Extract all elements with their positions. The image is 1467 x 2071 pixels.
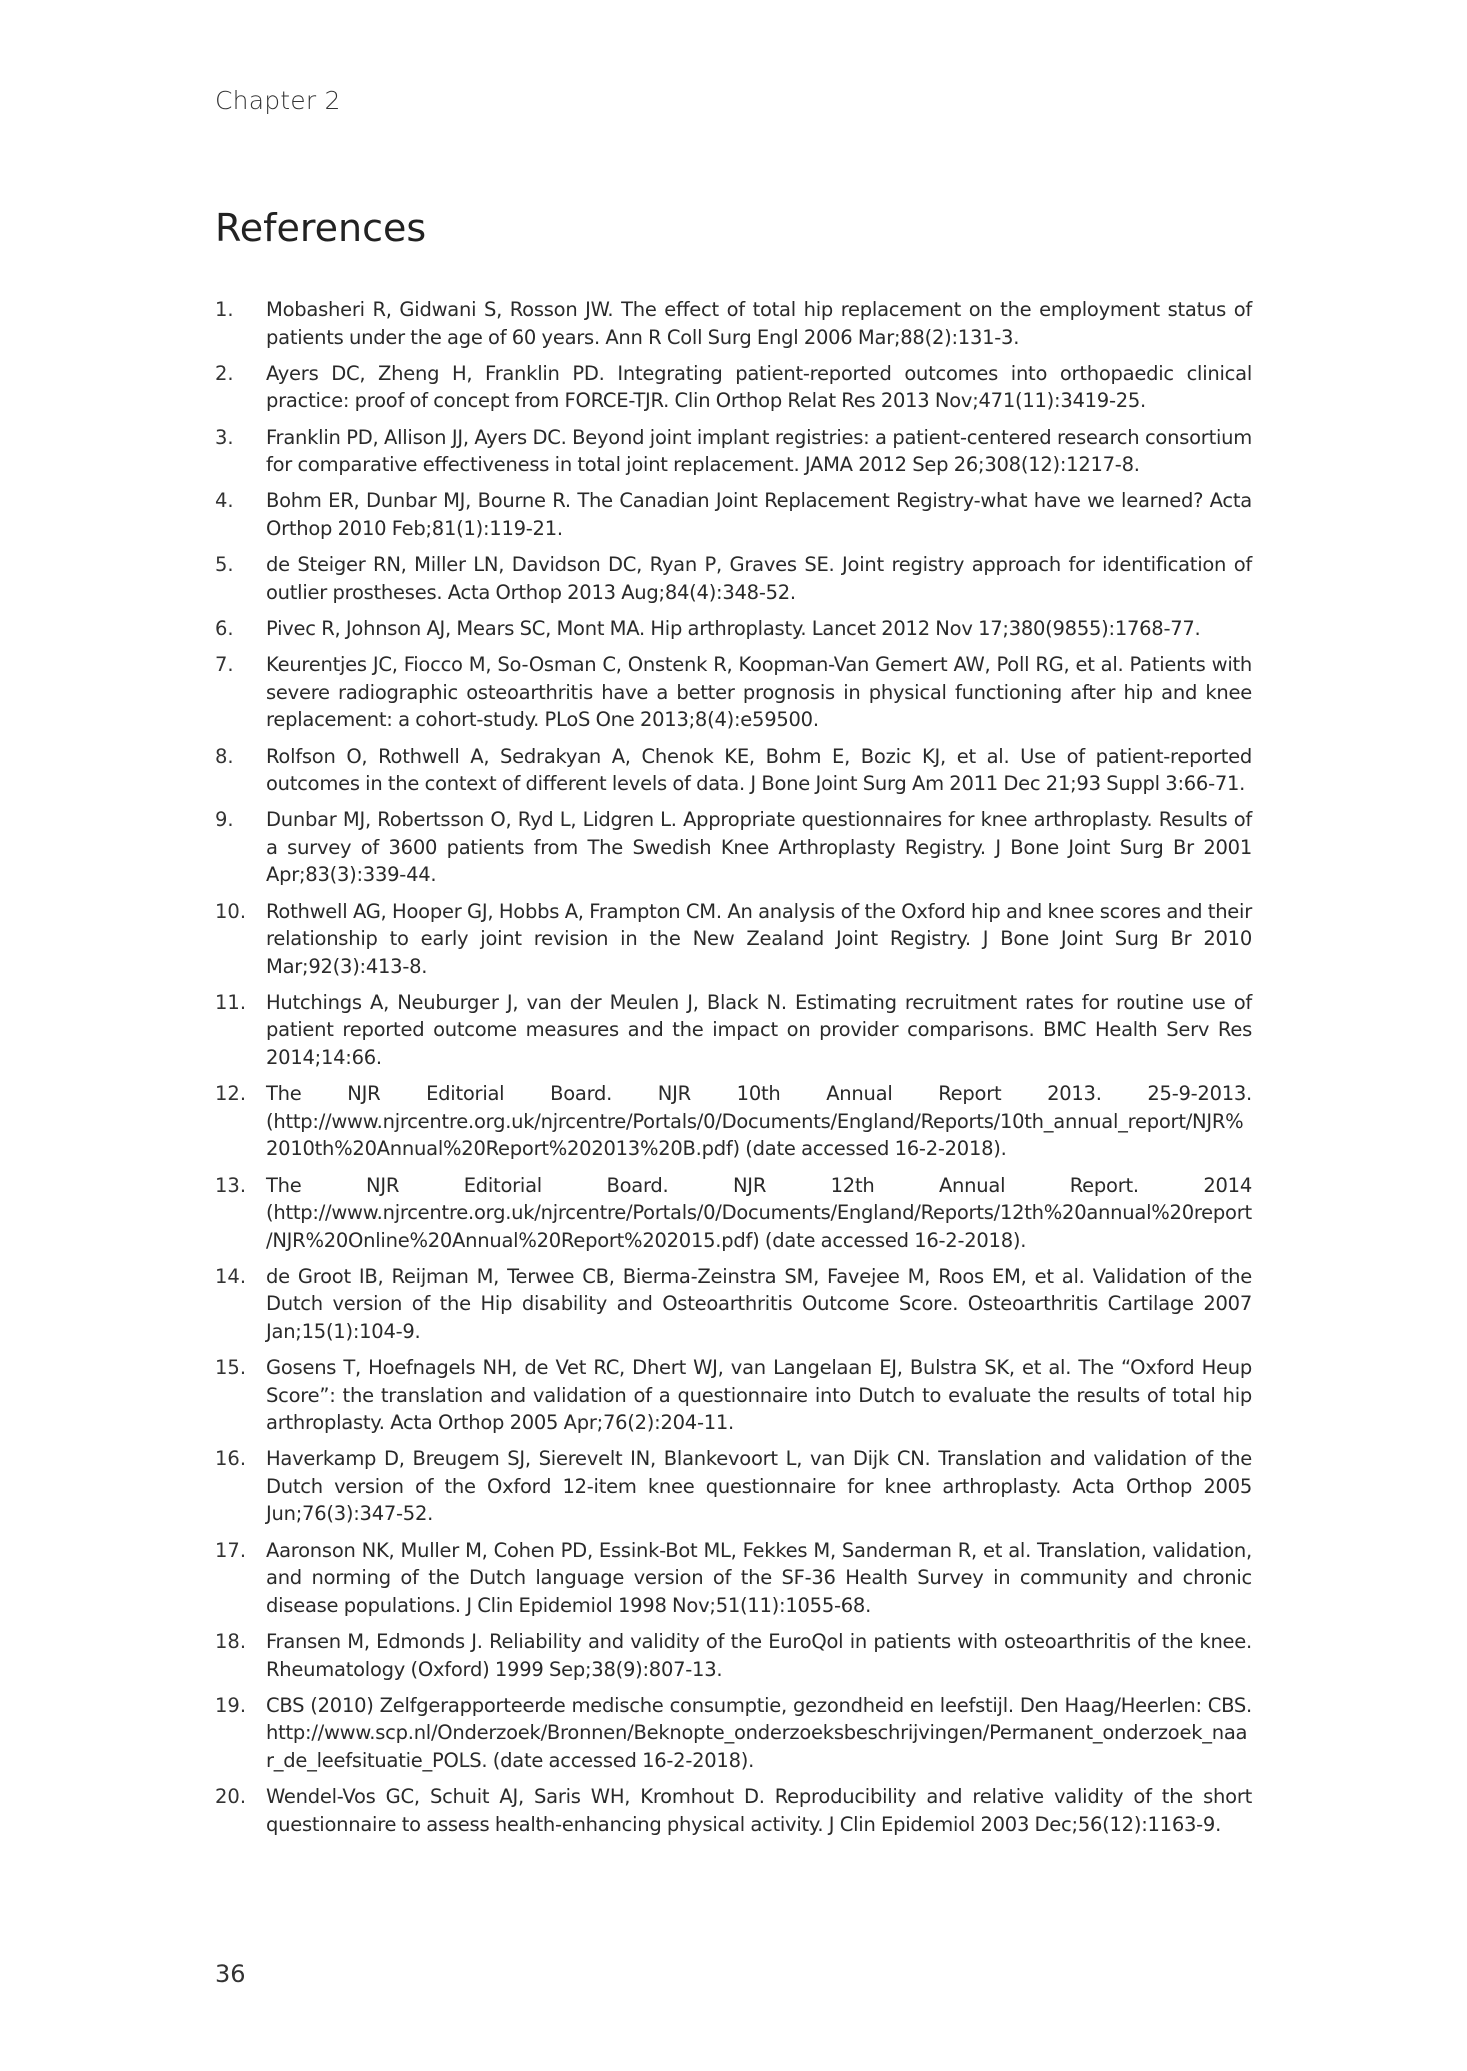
page-number: 36 xyxy=(215,1960,246,1988)
reference-item xyxy=(215,551,1252,606)
reference-item xyxy=(215,1692,1252,1775)
reference-number: 12. xyxy=(215,1082,247,1106)
reference-number: 19. xyxy=(215,1693,247,1717)
reference-text: Dunbar MJ, Robertsson O, Ryd L, Lidgren L. Appropriate questionnaires for knee arthroplasty. Results of a survey of 3600 patients from The Swedish Knee Arthroplasty Registry. J Bone Joint Surg Br 2001 Apr;83(3):339-44. xyxy=(266,808,1252,887)
reference-item xyxy=(215,360,1252,415)
reference-text: Hutchings A, Neuburger J, van der Meulen J, Black N. Estimating recruitment rates for routine use of patient reported outcome measures and the impact on provider comparisons. BMC Health Serv Res 2014;14:66. xyxy=(266,990,1252,1069)
reference-text: Gosens T, Hoefnagels NH, de Vet RC, Dhert WJ, van Langelaan EJ, Bulstra SK, et al. The “Oxford Heup Score”: the translation and validation of a questionnaire into Dutch to evaluate the results of total hip arthroplasty. Acta Orthop 2005 Apr;76(2):204-11. xyxy=(266,1356,1252,1435)
reference-item xyxy=(215,1628,1252,1683)
reference-item xyxy=(215,1263,1252,1346)
reference-item xyxy=(215,806,1252,889)
reference-number: 17. xyxy=(215,1538,247,1562)
reference-item xyxy=(215,424,1252,479)
reference-number: 11. xyxy=(215,990,247,1014)
section-title: References xyxy=(215,206,427,250)
reference-text: Pivec R, Johnson AJ, Mears SC, Mont MA. Hip arthroplasty. Lancet 2012 Nov 17;380(9855):1768-77. xyxy=(266,616,1201,640)
reference-item xyxy=(215,1080,1252,1163)
reference-item xyxy=(215,1172,1252,1255)
reference-item xyxy=(215,989,1252,1072)
reference-number: 20. xyxy=(215,1785,247,1809)
reference-text: CBS (2010) Zelfgerapporteerde medische consumptie, gezondheid en leefstijl. Den Haag/Heerlen: CBS. http://www.scp.nl/Onderzoek/Bronnen/Beknopte_onderzoeksbeschrijvingen/Permanent_onderzoek_naar_de_leefsituatie_POLS. (date accessed 16-2-2018). xyxy=(266,1693,1252,1772)
reference-text: Mobasheri R, Gidwani S, Rosson JW. The effect of total hip replacement on the employment status of patients under the age of 60 years. Ann R Coll Surg Engl 2006 Mar;88(2):131-3. xyxy=(266,298,1252,349)
reference-text: Haverkamp D, Breugem SJ, Sierevelt IN, Blankevoort L, van Dijk CN. Translation and validation of the Dutch version of the Oxford 12-item knee questionnaire for knee arthroplasty. Acta Orthop 2005 Jun;76(3):347-52. xyxy=(266,1447,1252,1526)
reference-number: 13. xyxy=(215,1173,247,1197)
reference-text: The NJR Editorial Board. NJR 10th Annual Report 2013. 25-9-2013. (http://www.njrcentre.org.uk/njrcentre/Portals/0/Documents/England/Reports/10th_annual_report/NJR%2010th%20Annual%20Report%202013%20B.pdf) (date accessed 16-2-2018). xyxy=(266,1082,1252,1161)
reference-item xyxy=(215,1354,1252,1437)
reference-number: 6. xyxy=(215,616,234,640)
reference-number: 10. xyxy=(215,899,247,923)
reference-number: 1. xyxy=(215,298,234,321)
reference-number: 3. xyxy=(215,425,234,449)
reference-text: Ayers DC, Zheng H, Franklin PD. Integrating patient-reported outcomes into orthopaedic clinical practice: proof of concept from FORCE-TJR. Clin Orthop Relat Res 2013 Nov;471(11):3419-25. xyxy=(266,361,1252,413)
reference-number: 4. xyxy=(215,489,234,513)
reference-item xyxy=(215,898,1252,981)
reference-item xyxy=(215,615,1252,643)
reference-number: 2. xyxy=(215,361,234,385)
reference-item xyxy=(215,743,1252,798)
reference-text: de Steiger RN, Miller LN, Davidson DC, Ryan P, Graves SE. Joint registry approach for identification of outlier prostheses. Acta Orthop 2013 Aug;84(4):348-52. xyxy=(266,553,1252,604)
reference-item xyxy=(215,1783,1252,1838)
reference-number: 7. xyxy=(215,653,234,677)
reference-item xyxy=(215,296,1252,351)
reference-list xyxy=(215,296,1252,1847)
reference-number: 14. xyxy=(215,1264,247,1288)
reference-text: Franklin PD, Allison JJ, Ayers DC. Beyond joint implant registries: a patient-centered research consortium for comparative effectiveness in total joint replacement. JAMA 2012 Sep 26;308(12):1217-8. xyxy=(266,425,1252,477)
reference-text: de Groot IB, Reijman M, Terwee CB, Bierma-Zeinstra SM, Favejee M, Roos EM, et al. Validation of the Dutch version of the Hip disability and Osteoarthritis Outcome Score. Osteoarthritis Cartilage 2007 Jan;15(1):104-9. xyxy=(266,1264,1252,1343)
reference-item xyxy=(215,651,1252,734)
reference-item xyxy=(215,1537,1252,1620)
reference-text: Aaronson NK, Muller M, Cohen PD, Essink-Bot ML, Fekkes M, Sanderman R, et al. Translation, validation, and norming of the Dutch language version of the SF-36 Health Survey in community and chronic disease populations. J Clin Epidemiol 1998 Nov;51(11):1055-68. xyxy=(266,1538,1252,1617)
reference-number: 8. xyxy=(215,744,234,768)
reference-number: 16. xyxy=(215,1447,247,1471)
reference-text: Wendel-Vos GC, Schuit AJ, Saris WH, Kromhout D. Reproducibility and relative validity of the short questionnaire to assess health-enhancing physical activity. J Clin Epidemiol 2003 Dec;56(12):1163-9. xyxy=(266,1785,1252,1836)
reference-number: 18. xyxy=(215,1630,247,1654)
reference-item xyxy=(215,487,1252,542)
reference-text: Rothwell AG, Hooper GJ, Hobbs A, Frampton CM. An analysis of the Oxford hip and knee scores and their relationship to early joint revision in the New Zealand Joint Registry. J Bone Joint Surg Br 2010 Mar;92(3):413-8. xyxy=(266,899,1252,978)
reference-number: 9. xyxy=(215,808,234,832)
reference-text: Fransen M, Edmonds J. Reliability and validity of the EuroQol in patients with osteoarthritis of the knee. Rheumatology (Oxford) 1999 Sep;38(9):807-13. xyxy=(266,1630,1252,1681)
reference-text: Rolfson O, Rothwell A, Sedrakyan A, Chenok KE, Bohm E, Bozic KJ, et al. Use of patient-reported outcomes in the context of different levels of data. J Bone Joint Surg Am 2011 Dec 21;93 Suppl 3:66-71. xyxy=(266,744,1252,796)
reference-text: Bohm ER, Dunbar MJ, Bourne R. The Canadian Joint Replacement Registry-what have we learned? Acta Orthop 2010 Feb;81(1):119-21. xyxy=(266,489,1252,540)
running-head: Chapter 2 xyxy=(215,86,341,115)
reference-item xyxy=(215,1445,1252,1528)
reference-number: 15. xyxy=(215,1356,247,1380)
reference-text: The NJR Editorial Board. NJR 12th Annual Report. 2014 (http://www.njrcentre.org.uk/njrcentre/Portals/0/Documents/England/Reports/12th%20annual%20report/NJR%20Online%20Annual%20Report%202015.pdf) (date accessed 16-2-2018). xyxy=(266,1173,1252,1252)
reference-number: 5. xyxy=(215,553,234,577)
reference-text: Keurentjes JC, Fiocco M, So-Osman C, Onstenk R, Koopman-Van Gemert AW, Poll RG, et al. Patients with severe radiographic osteoarthritis have a better prognosis in physical functioning after hip and knee replacement: a cohort-study. PLoS One 2013;8(4):e59500. xyxy=(266,653,1252,732)
